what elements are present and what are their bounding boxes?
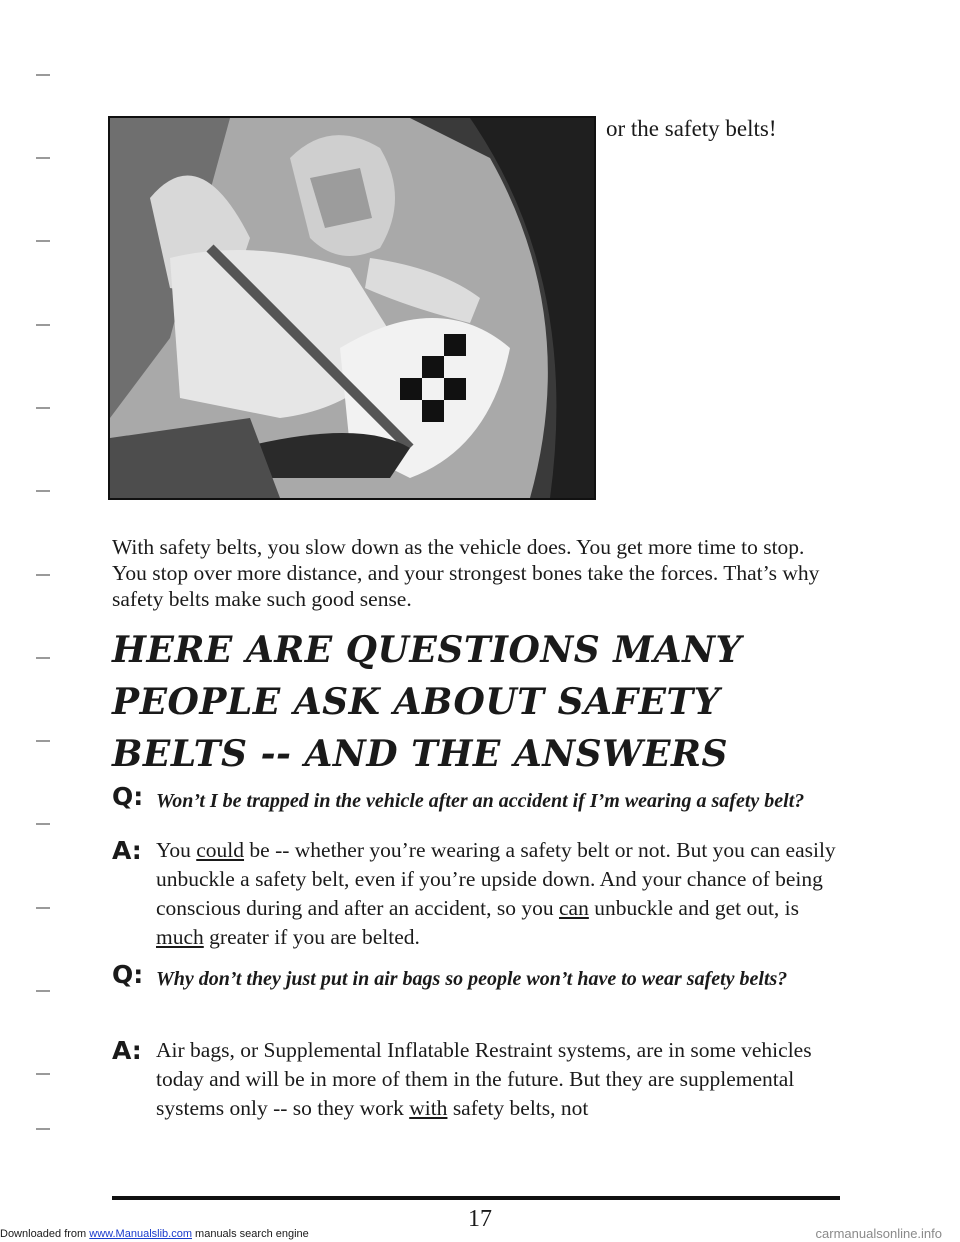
margin-tick <box>36 407 50 409</box>
margin-tick <box>36 324 50 326</box>
margin-tick <box>36 490 50 492</box>
margin-tick <box>36 823 50 825</box>
margin-tick <box>36 990 50 992</box>
section-heading: HERE ARE QUESTIONS MANY PEOPLE ASK ABOUT SAFETY BELTS -- AND THE ANSWERS <box>112 629 742 775</box>
margin-tick <box>36 1073 50 1075</box>
question-label: Q: <box>112 960 144 989</box>
crash-test-dummy-photo <box>108 116 596 500</box>
margin-tick <box>36 740 50 742</box>
page-number: 17 <box>468 1206 492 1232</box>
photo-caption: or the safety belts! <box>606 116 777 141</box>
footer-rule <box>112 1196 840 1200</box>
body-paragraph: With safety belts, you slow down as the vehicle does. You get more time to stop. You stop over more distance, and your strongest bones take the forces. That’s why safety belts make such good sense. <box>112 535 820 611</box>
answer-text: Air bags, or Supplemental Inflatable Restraint systems, are in some vehicles today and will be in more of them in the future. But they are supplemental systems only -- so they work with safety belts, not <box>156 1038 812 1120</box>
margin-tick <box>36 657 50 659</box>
crash-test-dummy-illustration <box>110 118 594 498</box>
question-text: Why don’t they just put in air bags so people won’t have to wear safety belts? <box>156 968 788 990</box>
margin-tick <box>36 157 50 159</box>
margin-tick <box>36 907 50 909</box>
margin-tick <box>36 1128 50 1130</box>
question-label: Q: <box>112 782 144 811</box>
manualslib-link[interactable]: www.Manualslib.com <box>89 1228 192 1240</box>
answer-label: A: <box>112 836 142 865</box>
site-watermark: carmanualsonline.info <box>815 1226 942 1241</box>
answer-label: A: <box>112 1036 142 1065</box>
margin-tick <box>36 74 50 76</box>
margin-tick <box>36 574 50 576</box>
question-text: Won’t I be trapped in the vehicle after an accident if I’m wearing a safety belt? <box>156 790 805 812</box>
answer-text: You could be -- whether you’re wearing a safety belt or not. But you can easily unbuckle a safety belt, even if you’re upside down. And your chance of being conscious during and after an accident, so you can unbuckle and get out, is much greater if you are belted. <box>156 838 836 949</box>
download-source-line: Downloaded from www.Manualslib.com manuals search engine <box>0 1228 309 1240</box>
margin-tick <box>36 240 50 242</box>
